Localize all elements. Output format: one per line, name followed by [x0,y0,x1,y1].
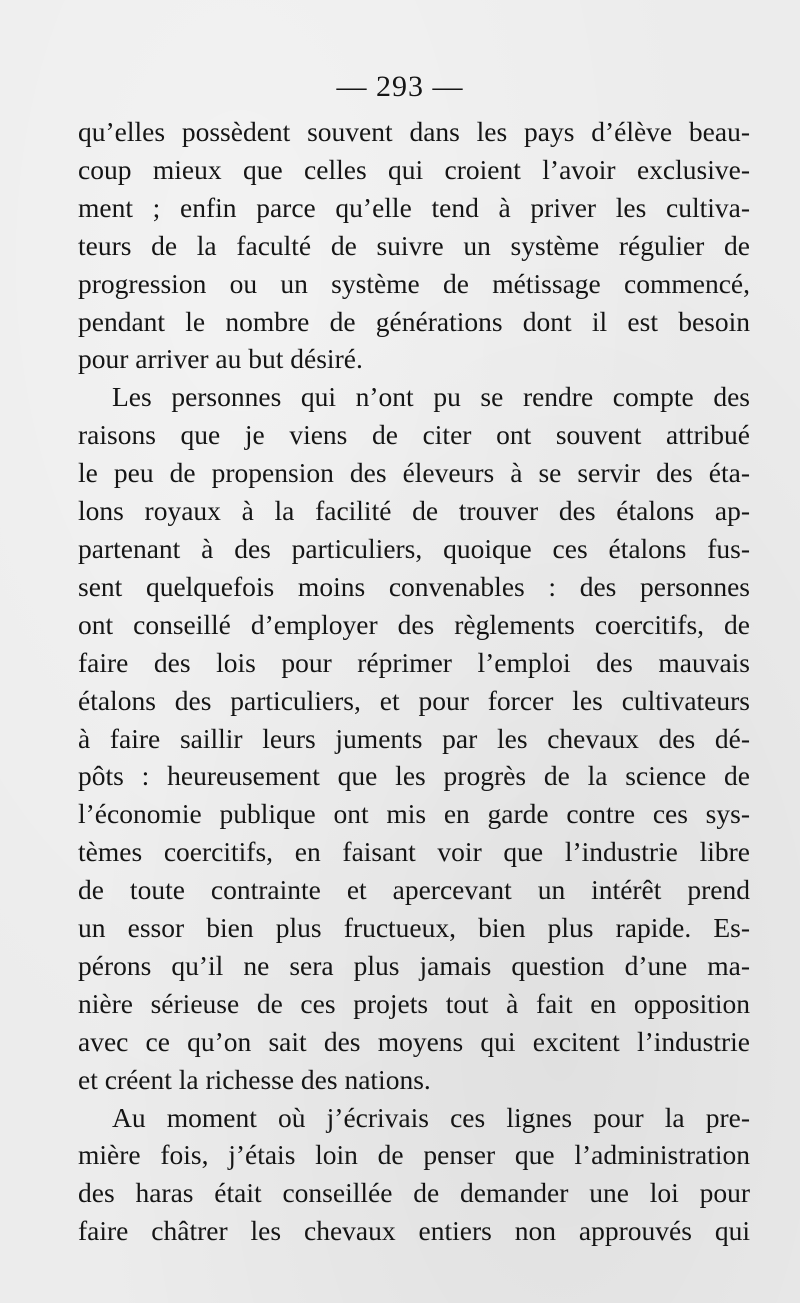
text-line: ont conseillé d’employer des règlements coercitifs, de [78,608,750,640]
text-line: Les personnes qui n’ont pu se rendre compte des [112,381,750,413]
text-line: raisons que je viens de citer ont souvent attribué [78,419,750,451]
text-line: le peu de propension des éleveurs à se servir des éta- [78,457,750,489]
text-line: progression ou un système de métissage commencé, [78,267,750,299]
text-line: pérons qu’il ne sera plus jamais question d’une ma- [78,949,750,981]
text-line: ment ; enfin parce qu’elle tend à priver les cultiva- [78,191,750,223]
text-line: coup mieux que celles qui croient l’avoir exclusive- [78,153,750,185]
text-line: pour arriver au but désiré. [78,343,363,375]
text-line: et créent la richesse des nations. [78,1063,431,1095]
text-line: sent quelquefois moins convenables : des personnes [78,570,750,602]
text-line: partenant à des particuliers, quoique ces étalons fus- [78,532,750,564]
text-line: pôts : heureusement que les progrès de la science de [78,760,750,792]
paragraph [78,113,750,378]
text-line: avec ce qu’on sait des moyens qui excitent l’industrie [78,1025,750,1057]
text-line: étalons des particuliers, et pour forcer les cultivateurs [78,684,750,716]
paragraph [78,1099,750,1251]
text-line: Au moment où j’écrivais ces lignes pour la pre- [112,1101,750,1133]
text-line: de toute contrainte et apercevant un intérêt prend [78,874,750,906]
text-line: des haras était conseillée de demander une loi pour [78,1177,750,1209]
text-line: mière fois, j’étais loin de penser que l’administration [78,1139,750,1171]
text-line: qu’elles possèdent souvent dans les pays d’élève beau- [78,116,750,147]
text-line: faire des lois pour réprimer l’emploi des mauvais [78,646,750,678]
text-line: un essor bien plus fructueux, bien plus rapide. Es- [78,912,750,944]
text-line: nière sérieuse de ces projets tout à fait en opposition [78,987,750,1019]
text-line: pendant le nombre de générations dont il est besoin [78,305,750,337]
page-number: — 293 — [336,70,464,103]
text-line: teurs de la faculté de suivre un système régulier de [78,229,750,261]
text-line: à faire saillir leurs juments par les chevaux des dé- [78,722,750,754]
paragraph [78,378,750,1098]
body-text [78,113,750,1250]
text-line: lons royaux à la facilité de trouver des étalons ap- [78,495,750,527]
text-line: l’économie publique ont mis en garde contre ces sys- [78,798,750,830]
text-line: faire châtrer les chevaux entiers non approuvés qui [78,1215,750,1247]
text-line: tèmes coercitifs, en faisant voir que l’industrie libre [78,836,750,868]
